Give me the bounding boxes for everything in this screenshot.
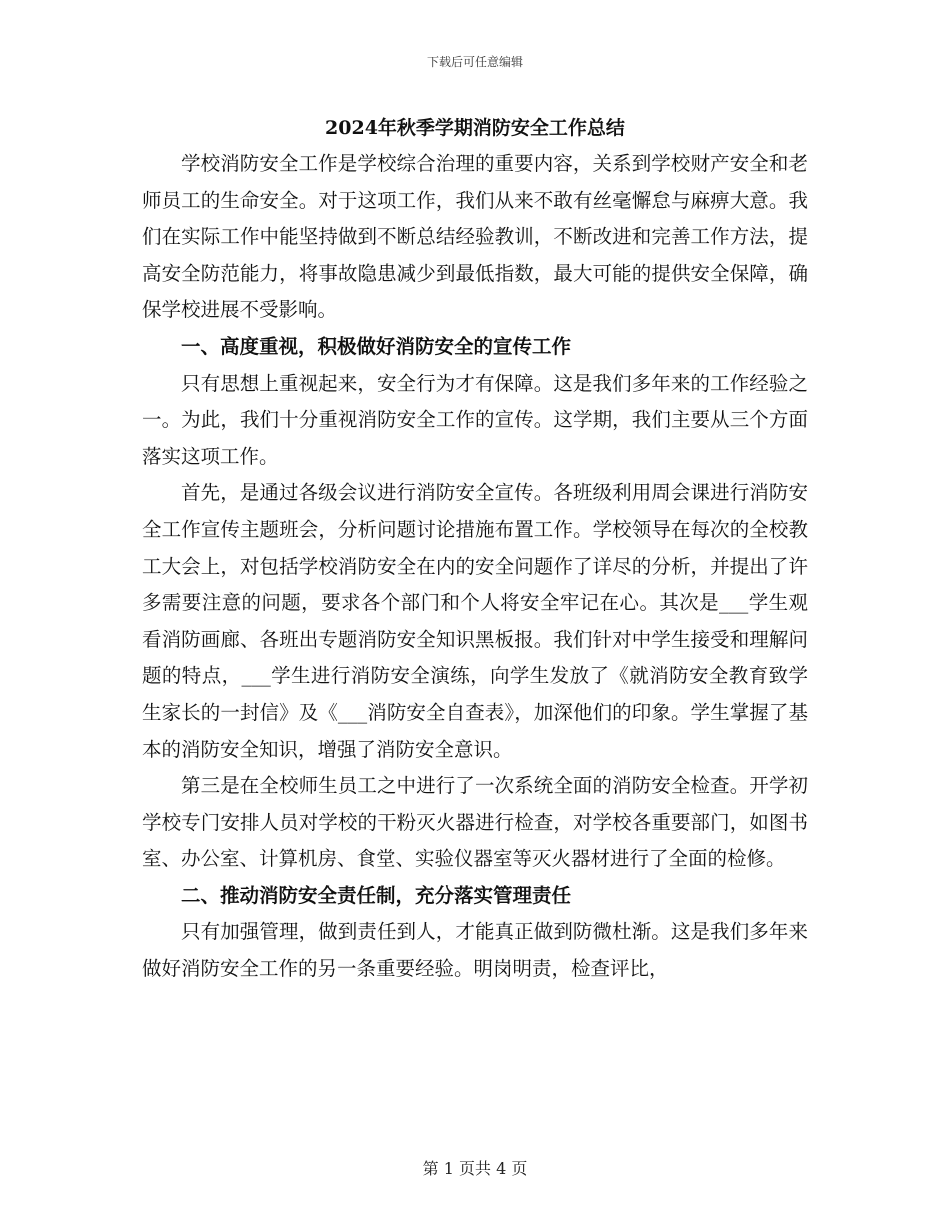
paragraph-section2-intro: 只有加强管理，做到责任到人，才能真正做到防微杜渐。这是我们多年来做好消防安全工作的另一条重要经验。明岗明责，检查评比， <box>142 920 808 981</box>
document-body <box>142 112 808 988</box>
page-number: 第 1 页共 4 页 <box>422 1159 528 1178</box>
paragraph-section1-third: 第三是在全校师生员工之中进行了一次系统全面的消防安全检查。开学初学校专门安排人员对学校的干粉灭火器进行检查，对学校各重要部门，如图书室、办公室、计算机房、食堂、实验仪器室等灭火器材进行了全面的检修。 <box>142 774 808 871</box>
document-title: 2024年秋季学期消防安全工作总结 <box>325 117 625 139</box>
header-note: 下载后可任意编辑 <box>426 55 523 69</box>
paragraph-section1-intro: 只有思想上重视起来，安全行为才有保障。这是我们多年来的工作经验之一。为此，我们十分重视消防安全工作的宣传。这学期，我们主要从三个方面落实这项工作。 <box>142 371 808 468</box>
paragraph-section1-first: 首先，是通过各级会议进行消防安全宣传。各班级利用周会课进行消防安全工作宣传主题班会，分析问题讨论措施布置工作。学校领导在每次的全校教工大会上，对包括学校消防安全在内的安全问题作了详尽的分析，并提出了许多需要注意的问题，要求各个部门和个人将安全牢记在心。其次是___学生观看消防画廊、各班出专题消防安全知识黑板报。我们针对中学生接受和理解问题的特点，___学生进行消防安全演练，向学生发放了《就消防安全教育致学生家长的一封信》及《___消防安全自查表》，加深他们的印象。学生掌握了基本的消防安全知识，增强了消防安全意识。 <box>142 481 808 761</box>
paragraph-intro: 学校消防安全工作是学校综合治理的重要内容，关系到学校财产安全和老师员工的生命安全。对于这项工作，我们从来不敢有丝毫懈怠与麻痹大意。我们在实际工作中能坚持做到不断总结经验教训，不断改进和完善工作方法，提高安全防范能力，将事故隐患减少到最低指数，最大可能的提供安全保障，确保学校进展不受影响。 <box>142 152 808 322</box>
section-heading-2: 二、推动消防安全责任制，充分落实管理责任 <box>181 883 572 907</box>
section-heading-1: 一、高度重视，积极做好消防安全的宣传工作 <box>181 334 572 358</box>
